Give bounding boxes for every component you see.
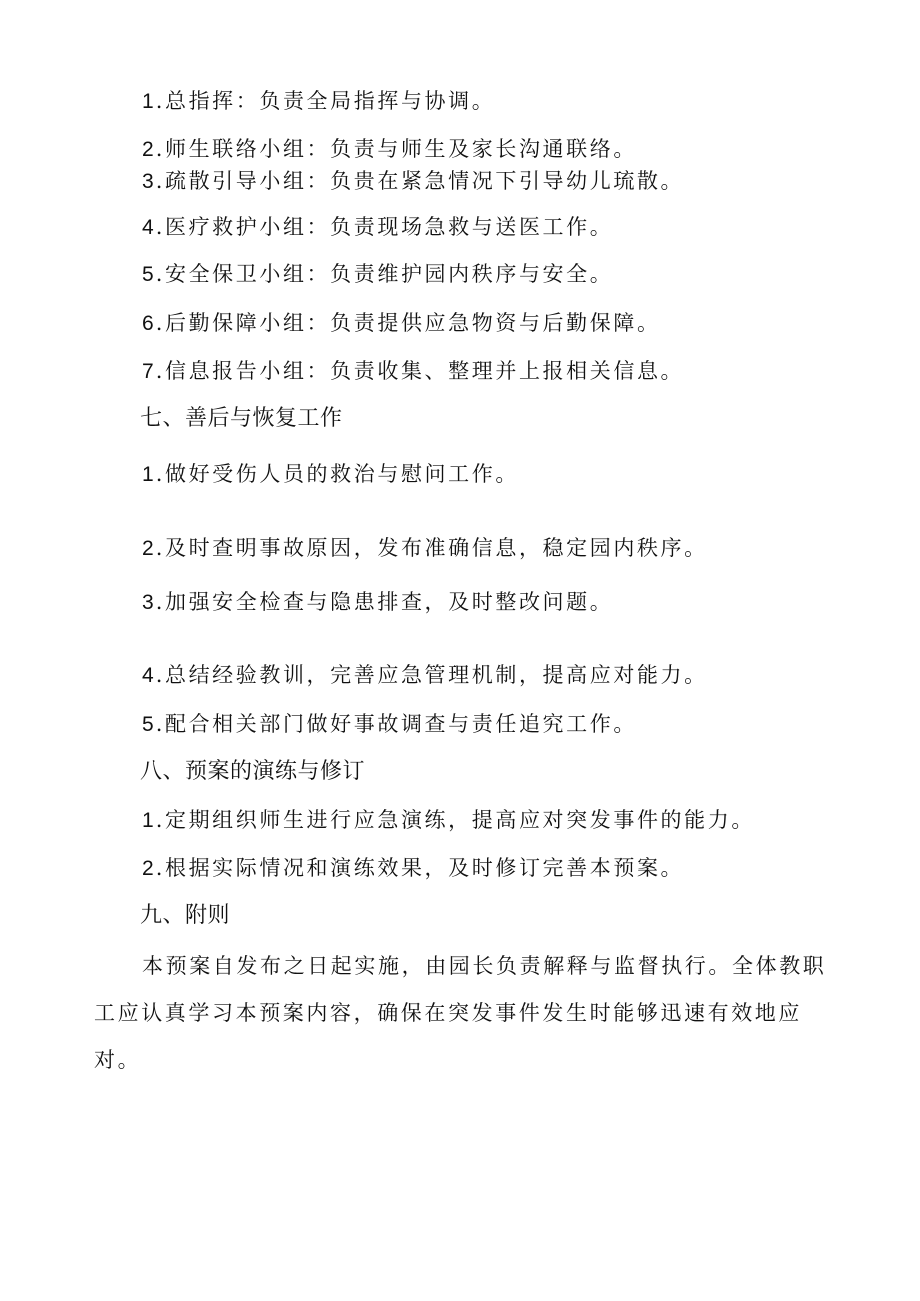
item-text: .加强安全检查与隐患排查，及时整改问题。: [155, 590, 614, 614]
item-text: .疏散引导小组：负贵在紧急情况下引导幼儿琉散。: [155, 169, 685, 193]
item-text: .总指挥：负责全局指挥与协调。: [155, 89, 496, 113]
list-item: [142, 166, 684, 197]
item-text: .信息报告小组：负责收集、整理并上报相关信息。: [155, 359, 685, 383]
item-number: 1: [142, 90, 154, 113]
list-item: [142, 86, 495, 117]
item-number: 3: [142, 170, 154, 193]
item-number: 5: [142, 713, 154, 736]
item-number: 7: [142, 360, 154, 383]
list-item: [142, 533, 708, 564]
paragraph-line: 对。: [94, 1048, 142, 1072]
item-text: .做好受伤人员的救治与慰问工作。: [155, 462, 519, 486]
paragraph-line: 本预案自发布之日起实施，由园长负责解释与监督执行。全体教职: [142, 954, 827, 978]
list-item: [142, 805, 755, 836]
list-item: [142, 134, 637, 165]
list-item: [142, 308, 661, 339]
item-number: 2: [142, 138, 154, 161]
item-number: 5: [142, 263, 154, 286]
list-item: [142, 587, 613, 618]
item-text: .配合相关部门做好事故调查与责任追究工作。: [155, 712, 637, 736]
item-number: 3: [142, 591, 154, 614]
item-text: .师生联络小组：负责与师生及家长沟通联络。: [155, 137, 637, 161]
item-text: .定期组织师生进行应急演练，提高应对突发事件的能力。: [155, 808, 755, 832]
list-item: [142, 660, 708, 691]
item-text: .总结经验教训，完善应急管理机制，提高应对能力。: [155, 663, 708, 687]
item-number: 4: [142, 664, 154, 687]
item-number: 1: [142, 809, 154, 832]
item-number: 6: [142, 312, 154, 335]
section-heading: 七、善后与恢复工作: [140, 406, 343, 431]
list-item: [142, 853, 684, 884]
list-item: [142, 259, 613, 290]
list-item: [142, 212, 613, 243]
section-heading: 八、预案的演练与修订: [140, 759, 366, 784]
list-item: [142, 459, 519, 490]
item-number: 1: [142, 463, 154, 486]
item-number: 2: [142, 537, 154, 560]
list-item: [142, 709, 637, 740]
item-text: .根据实际情况和演练效果，及时修订完善本预案。: [155, 856, 685, 880]
paragraph-line: 工应认真学习本预案内容，确保在突发事件发生时能够迅速有效地应: [94, 1001, 802, 1025]
item-text: .安全保卫小组：负责维护园内秩序与安全。: [155, 262, 614, 286]
list-item: [142, 356, 684, 387]
item-number: 4: [142, 216, 154, 239]
section-heading: 九、附则: [140, 903, 231, 928]
item-number: 2: [142, 857, 154, 880]
item-text: .及时查明事故原因，发布准确信息，稳定园内秩序。: [155, 536, 708, 560]
item-text: .后勤保障小组：负责提供应急物资与后勤保障。: [155, 311, 661, 335]
item-text: .医疗救护小组：负责现场急救与送医工作。: [155, 215, 614, 239]
